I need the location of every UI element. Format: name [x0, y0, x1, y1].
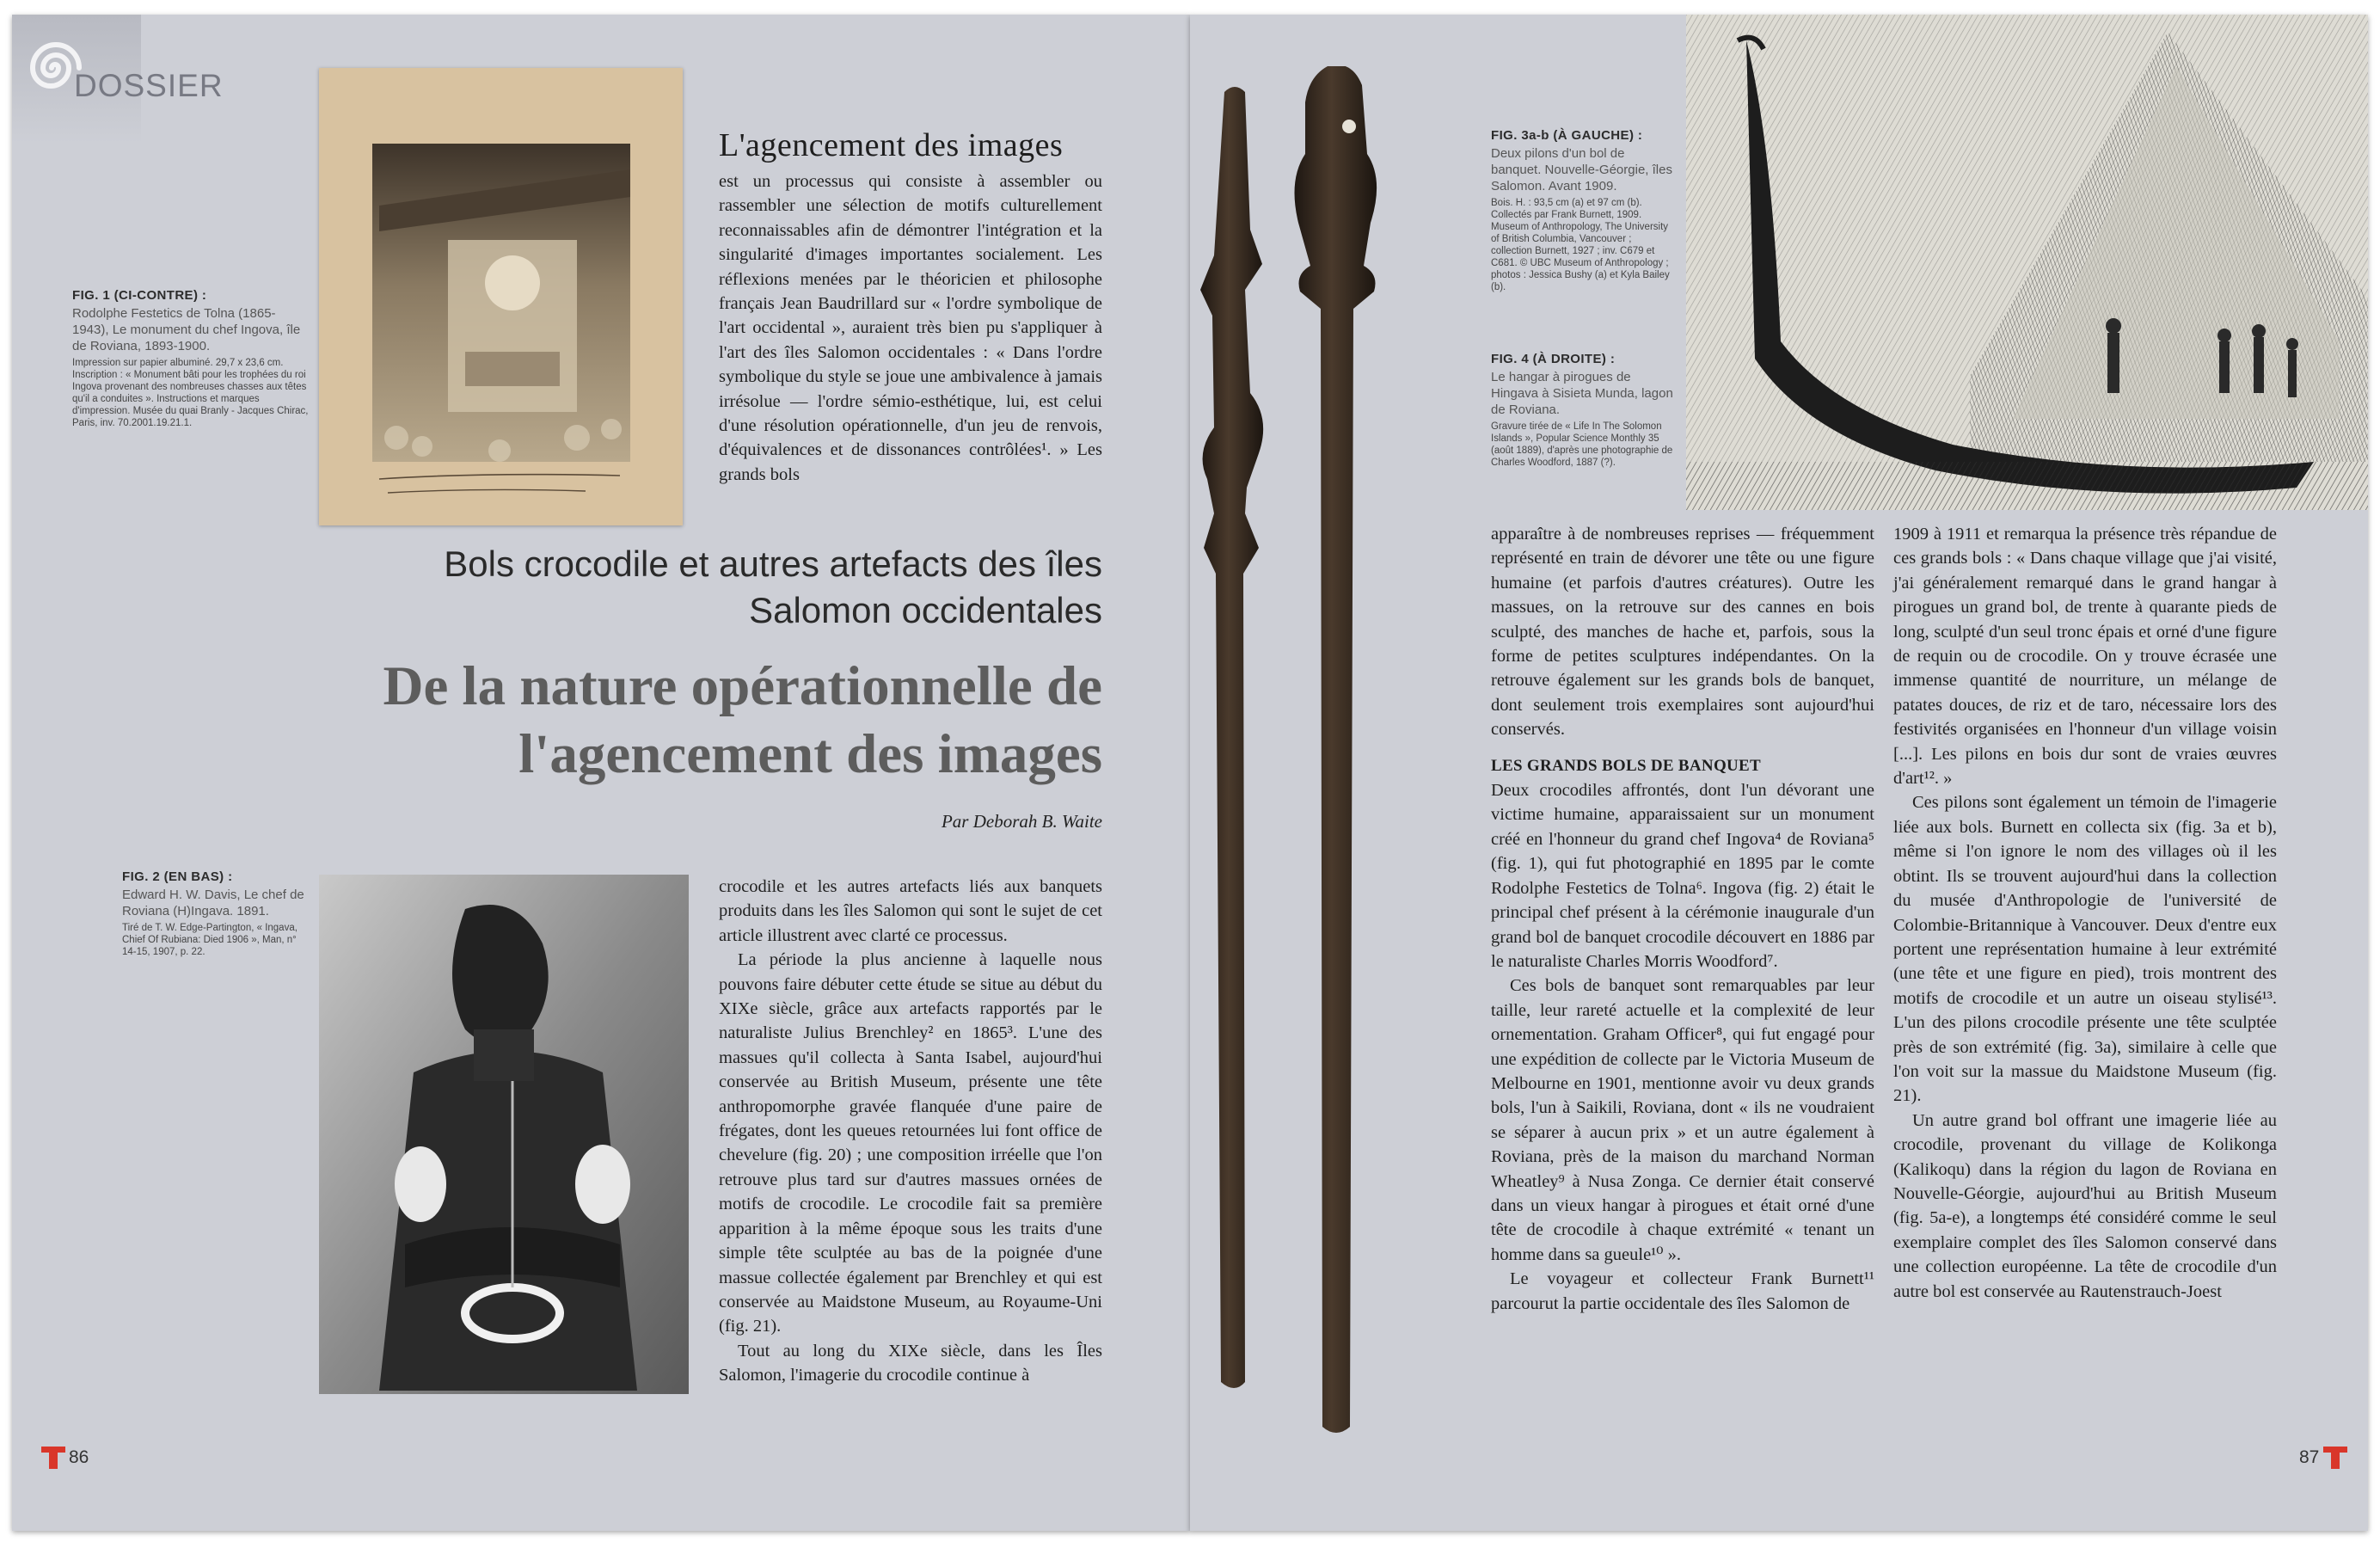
- fig2-label: FIG. 2 (EN BAS) :: [122, 869, 233, 884]
- fig3-details: Bois. H. : 93,5 cm (a) et 97 cm (b). Collectés par Frank Burnett, 1909. Museum of Anthropology, The University of British Columbia, Vancouver ; collection Burnett, 1927 ; inv. C679 et C681. © UBC Museum of Anthropology ; photos : Jessica Bushy (a) et Kyla Bailey (b).: [1491, 198, 1670, 292]
- fig4-caption-text: Le hangar à pirogues de Hingava à Sisieta Munda, lagon de Roviana.: [1491, 370, 1673, 417]
- left-body-paragraph: crocodile et les autres artefacts liés aux banquets produits dans les îles Salomon qui sont le sujet de cet article illustrent avec clarté ce processus.: [719, 877, 1102, 945]
- page-number: 86: [69, 1447, 89, 1467]
- right-col1-paragraph: Deux crocodiles affrontés, dont l'un dévorant une victime humaine, apparaissaient sur un monument créé en l'honneur du grand chef Ingova⁴ de Roviana⁵ (fig. 1), qui fut photographié en 1895 par le comte Rodolphe Festetics de Tolna⁶. Ingova (fig. 2) était le principal chef présent à la cérémonie inaugurale d'un grand bol de banquet crocodile découvert en 1886 par le naturaliste Charles Morris Woodford⁷.: [1491, 781, 1874, 971]
- author-line: Par Deborah B. Waite: [941, 811, 1102, 832]
- intro-text: est un processus qui consiste à assembler ou rassembler une sélection de motifs culturellement reconnaissables afin de démontrer l'intégration et la singularité d'images importantes socialement. Les réflexions menées par le théoricien et philosophe français Jean Baudrillard sur « l'ordre symbolique de l'art occidental », auraient très bien pu s'appliquer à l'art des îles Salomon occidentales : « Dans l'ordre symbolique du style se joue une ambivalence à jamais irrésolue — l'ordre sémio-esthétique, lui, est celui d'une résolution opérationnelle, d'un jeu de renvois, d'équivalences et de dissonances contrôlées¹. » Les grands bols: [719, 172, 1102, 484]
- right-col1-paragraph: Le voyageur et collecteur Frank Burnett¹¹ parcourut la partie occidentale des îles Salomon de: [1491, 1269, 1874, 1313]
- fig1-label: FIG. 1 (CI-CONTRE) :: [72, 288, 207, 303]
- fig4-caption: [1491, 352, 1673, 469]
- fig1-details: Impression sur papier albuminé. 29,7 x 23,6 cm. Inscription : « Monument bâti pour les trophées du roi Ingova provenant des nombreuses chasses aux têtes qu'il a conduites ». Instructions et marques d'impression. Musée du quai Branly - Jacques Chirac, Paris, inv. 70.2001.19.21.1.: [72, 358, 309, 428]
- right-col2-paragraph: 1909 à 1911 et remarqua la présence très répandue de ces grands bols : « Dans chaque village que j'ai visité, j'ai généralement remarqué dans le grand hangar à pirogues un grand bol, de trente à quarante pieds de long, sculpté d'un seul tronc épais et orné d'une figure de requin ou de crocodile. On y trouve écrasée une immense quantité de nourriture, un mélange de patates douces, de riz et de taro, nécessaire lors des festivités organisées en l'honneur d'un village voisin [...]. Les pilons en bois dur sont de vraies œuvres d'art¹². »: [1893, 525, 2277, 789]
- left-body-column: [719, 875, 1102, 1388]
- right-column-2: [1893, 522, 2277, 1304]
- fig1-caption: [72, 288, 309, 429]
- fig3-caption-text: Deux pilons d'un bol de banquet. Nouvelle-Géorgie, îles Salomon. Avant 1909.: [1491, 146, 1672, 194]
- fig2-details: Tiré de T. W. Edge-Partington, « Ingava, Chief Of Rubiana: Died 1906 », Man, n° 14-15, 1907, p. 22.: [122, 923, 298, 957]
- right-col1-paragraph: apparaître à de nombreuses reprises — fréquemment représenté en train de dévorer une tête ou une figure humaine (et parfois d'autres créatures). Outre les massues, on la retrouve sur des cannes en bois sculpté, des manches de hache et, parfois, sous la forme de petites sculptures indépendantes. On la retrouve également sur les grands bols de banquet, dont seulement trois exemplaires sont aujourd'hui conservés.: [1491, 525, 1874, 740]
- fig2-caption: [122, 869, 310, 958]
- fig4-engraving-image: [1686, 15, 2368, 510]
- right-column-1: [1491, 522, 1874, 1316]
- t-logo-icon: [41, 1447, 65, 1469]
- fig2-photo-image: [319, 875, 689, 1394]
- fig3-pestles-photo: [1190, 66, 1448, 1459]
- fig3-label: FIG. 3a-b (À GAUCHE) :: [1491, 128, 1643, 143]
- left-body-paragraph: La période la plus ancienne à laquelle nous pouvons faire débuter cette étude se situe au début du XIXe siècle, grâce aux artefacts rapportés par le naturaliste Julius Brenchley² en 1865³. L'une des massues qu'il collecta à Santa Isabel, aujourd'hui conservée au British Museum, présente une tête anthropomorphe gravée flanquée d'une paire de frégates, dont les queues retournées lui font office de chevelure (fig. 20) ; une composition irréelle que l'on retrouve plus tard sur d'autres massues ornées de motifs de crocodile. Le crocodile fait sa première apparition à la même époque sous les traits d'une simple tête sculptée au bas de la poignée d'une massue collectée également par Brenchley et qui est conservée au Maidstone Museum, au Royaume-Uni (fig. 21).: [719, 950, 1102, 1336]
- fig1-photo-image: [319, 68, 683, 525]
- fig3-caption: [1491, 128, 1673, 293]
- right-page: [1190, 15, 2368, 1531]
- page-number: 87: [2299, 1447, 2320, 1467]
- right-col2-paragraph: Ces pilons sont également un témoin de l'imagerie liée aux bols. Burnett en collecta six (fig. 3a et b), même si l'on ignore le nom des villages où il les obtint. Ils se trouvent aujourd'hui dans la collection du musée d'Anthropologie de l'université de Colombie-Britannique à Vancouver. Deux d'entre eux portent une représentation humaine à leur extrémité (une tête et une figure en pied), trois montrent des motifs de crocodile et un autre un oiseau stylisé¹³. L'un des pilons crocodile présente une tête sculptée près de son extrémité (fig. 3a), similaire à celle que l'on voit sur la massue du Maidstone Museum (fig. 21).: [1893, 793, 2277, 1106]
- t-logo-icon: [2323, 1447, 2347, 1469]
- left-body-paragraph: Tout au long du XIXe siècle, dans les Îles Salomon, l'imagerie du crocodile continue à: [719, 1341, 1102, 1385]
- section-heading: LES GRANDS BOLS DE BANQUET: [1491, 756, 1761, 775]
- intro-heading: L'agencement des images: [719, 127, 1064, 163]
- right-col2-paragraph: Un autre grand bol offrant une imagerie liée au crocodile, provenant du village de Kolikonga (Kalikoqu) dans la région du lagon de Roviana en Nouvelle-Géorgie, aujourd'hui au British Museum (fig. 5a-e), a longtemps été considéré comme le seul exemplaire complet des îles Salomon conservé dans une collection européenne. La tête de crocodile d'un autre bol est conservée au Rautenstrauch-Joest: [1893, 1110, 2277, 1301]
- fig4-details: Gravure tirée de « Life In The Solomon Islands », Popular Science Monthly 35 (août 1889), d'après une photographie de Charles Woodford, 1887 (?).: [1491, 421, 1673, 468]
- fig2-caption-text: Edward H. W. Davis, Le chef de Roviana (H)Ingava. 1891.: [122, 888, 304, 918]
- article-title: De la nature opérationnelle de l'agencement des images: [383, 655, 1102, 785]
- fig4-label: FIG. 4 (À DROITE) :: [1491, 352, 1616, 366]
- article-subtitle: Bols crocodile et autres artefacts des îles Salomon occidentales: [444, 544, 1102, 630]
- left-page: [12, 15, 1190, 1531]
- fig4-engraving: [1686, 15, 2368, 510]
- fig2-photo: [319, 875, 689, 1394]
- right-col1-paragraph: Ces bols de banquet sont remarquables par leur taille, leur rareté actuelle et la complexité de leur ornementation. Graham Officer⁸, qui fut engagé pour une expédition de collecte par le Victoria Museum de Melbourne en 1901, mentionne avoir vu deux grands bols, l'un à Saikili, Roviana, dont « ils ne voudraient se séparer à aucun prix » et un autre également à Roviana, près de la maison du marchand Norman Wheatley⁹ à Nusa Zonga. Ce dernier était conservé dans un vieux hangar à pirogues et était orné d'une tête de crocodile à chaque extrémité « tenant un homme dans sa gueule¹⁰ ».: [1491, 976, 1874, 1264]
- fig1-photo: [319, 68, 683, 525]
- fig1-caption-text: Rodolphe Festetics de Tolna (1865-1943), Le monument du chef Ingova, île de Roviana, 1893-1900.: [72, 306, 301, 353]
- section-label: DOSSIER: [74, 68, 224, 103]
